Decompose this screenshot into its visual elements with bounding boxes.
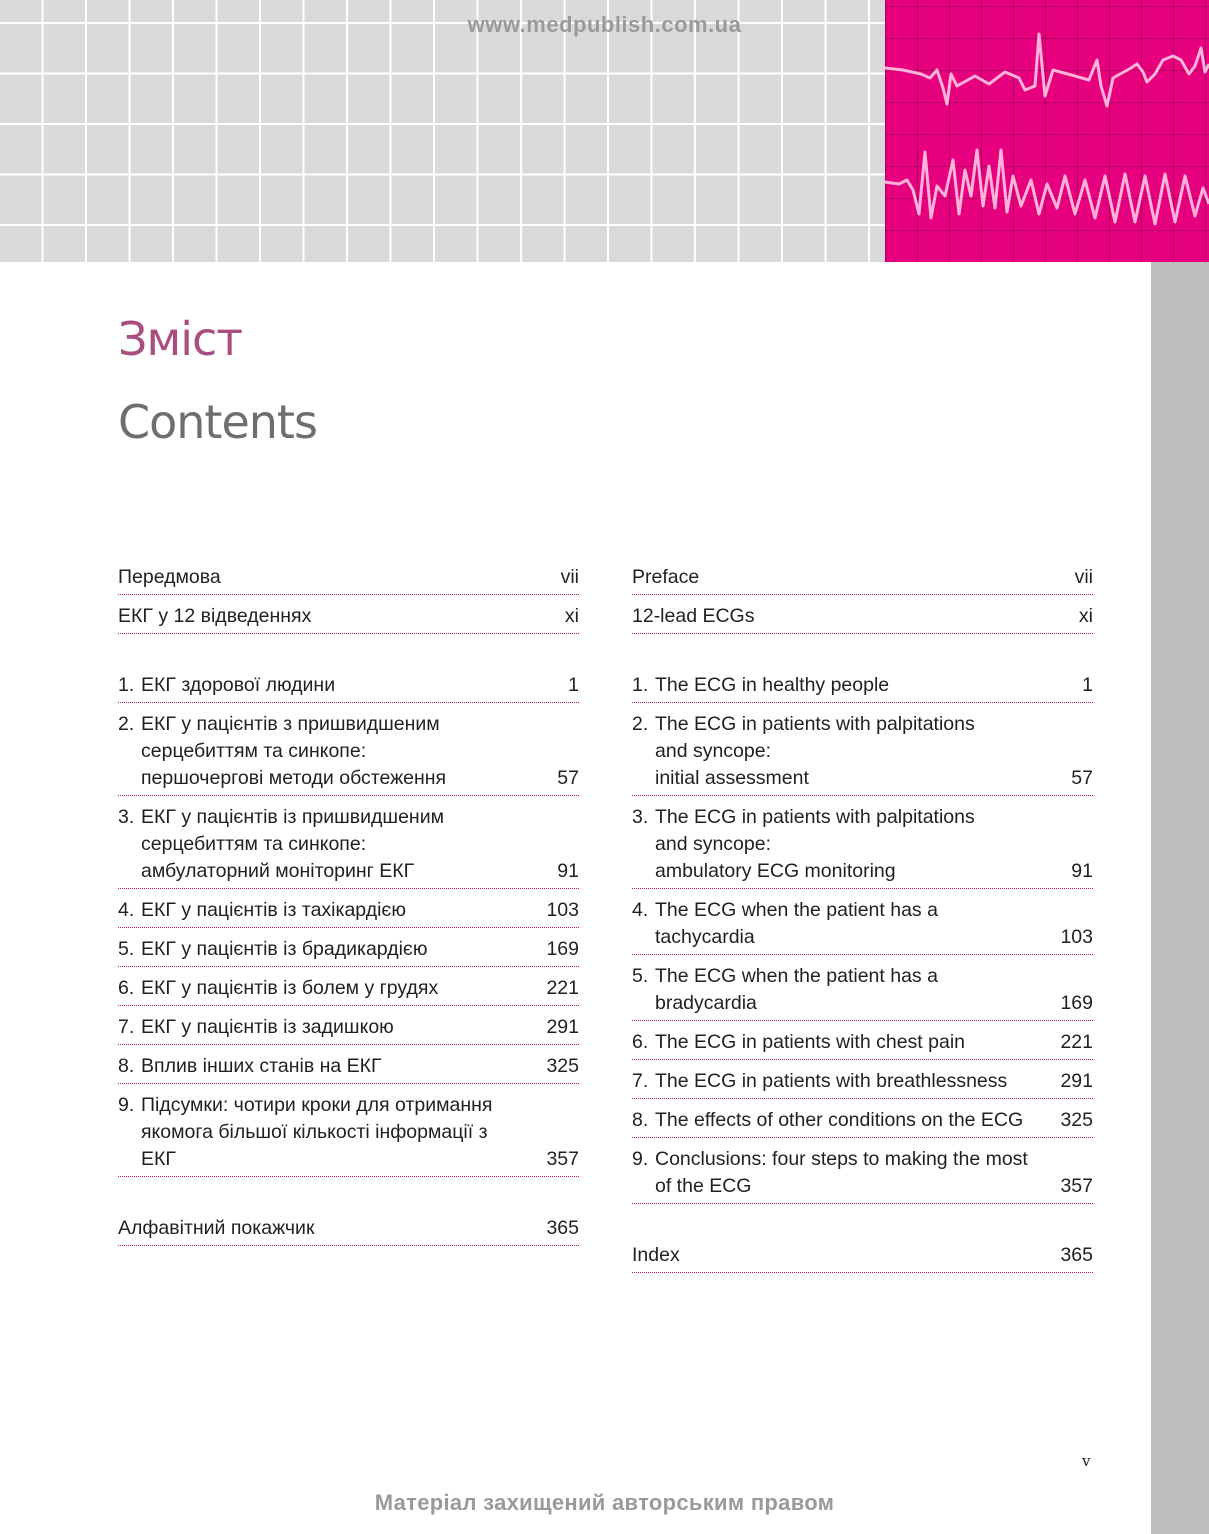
copyright-notice: Матеріал захищений авторським правом — [374, 1490, 835, 1515]
chapter-title-line: ЕКГ у пацієнтів із пришвидшеним — [141, 806, 444, 828]
toc-entry-title: Index — [632, 1244, 680, 1266]
chapter-title-line: першочергові методи обстеження — [141, 767, 447, 789]
chapter-title — [632, 711, 1093, 792]
toc-entry-page: 365 — [1060, 1244, 1093, 1266]
chapter-title-line: ЕКГ у пацієнтів із задишкою — [141, 1016, 394, 1038]
page-title-ua: Зміст — [118, 312, 243, 366]
toc-chapter-entry[interactable] — [118, 670, 579, 703]
chapter-number: 7. — [632, 1070, 649, 1092]
chapter-number: 9. — [632, 1148, 649, 1170]
chapter-title-line: The ECG in patients with palpitations — [655, 713, 975, 735]
chapter-number: 5. — [118, 938, 135, 960]
chapter-page: 91 — [1071, 860, 1093, 882]
chapter-page: 169 — [1060, 992, 1093, 1014]
chapter-title-line: The ECG in patients with chest pain — [655, 1031, 965, 1053]
toc-entry-page: vii — [560, 566, 579, 588]
toc-entry-index[interactable] — [118, 1213, 579, 1246]
section-gap — [118, 1183, 579, 1213]
toc-entry-title: Preface — [632, 566, 700, 588]
site-url-watermark: www.medpublish.com.ua — [467, 12, 742, 37]
chapter-title-line: initial assessment — [655, 767, 809, 789]
chapter-page: 221 — [1060, 1031, 1093, 1053]
toc-entry-page: xi — [1078, 605, 1093, 627]
chapter-page: 221 — [546, 977, 579, 999]
toc-chapter-entry[interactable] — [118, 1090, 579, 1177]
chapter-title-line: серцебиттям та синкопе: — [141, 833, 367, 855]
toc-chapter-entry[interactable] — [632, 1027, 1093, 1060]
chapter-number: 7. — [118, 1016, 135, 1038]
chapter-title-line: Conclusions: four steps to making the most — [655, 1148, 1028, 1170]
chapter-page: 325 — [546, 1055, 579, 1077]
chapter-title — [118, 1053, 579, 1080]
chapter-title — [118, 1092, 579, 1173]
chapter-title-line: The ECG when the patient has a bradycardia — [655, 965, 938, 1014]
chapter-title-line: The ECG when the patient has a tachycardia — [655, 899, 938, 948]
toc-entry[interactable] — [632, 601, 1093, 634]
chapter-number: 8. — [118, 1055, 135, 1077]
chapter-title-line: ЕКГ у пацієнтів з пришвидшеним — [141, 713, 440, 735]
chapter-title-line: ambulatory ECG monitoring — [655, 860, 896, 882]
chapter-title-line: ЕКГ у пацієнтів із тахікардією — [141, 899, 406, 921]
chapter-page: 57 — [557, 767, 579, 789]
chapter-page: 103 — [1060, 926, 1093, 948]
chapter-title — [118, 711, 579, 792]
chapter-title — [118, 1014, 579, 1041]
ecg-trace-top — [885, 34, 1209, 106]
ecg-trace-panel — [885, 0, 1209, 262]
chapter-title-line: якомога більшої кількості інформації з ЕКГ — [141, 1121, 488, 1170]
ecg-trace-bottom — [885, 150, 1209, 224]
toc-chapter-entry[interactable] — [118, 1012, 579, 1045]
chapter-title — [632, 1107, 1093, 1134]
chapter-title-line: Вплив інших станів на ЕКГ — [141, 1055, 382, 1077]
chapter-title — [118, 936, 579, 963]
chapter-title-line: The ECG in patients with palpitations — [655, 806, 975, 828]
toc-entry[interactable] — [632, 562, 1093, 595]
toc-chapter-entry[interactable] — [118, 895, 579, 928]
toc-entry-title: Алфавітний покажчик — [118, 1217, 315, 1239]
toc-chapter-entry[interactable] — [632, 802, 1093, 889]
toc-chapter-entry[interactable] — [118, 934, 579, 967]
chapter-number: 2. — [118, 713, 135, 735]
chapter-page: 57 — [1071, 767, 1093, 789]
toc-entry-index[interactable] — [632, 1240, 1093, 1273]
toc-entry[interactable] — [118, 601, 579, 634]
chapter-number: 2. — [632, 713, 649, 735]
chapter-title — [118, 804, 579, 885]
chapter-number: 3. — [632, 806, 649, 828]
chapter-page: 169 — [546, 938, 579, 960]
chapter-page: 291 — [1060, 1070, 1093, 1092]
toc-chapter-entry[interactable] — [118, 973, 579, 1006]
chapter-number: 3. — [118, 806, 135, 828]
chapter-title — [632, 1068, 1093, 1095]
chapter-title-line: of the ECG — [655, 1175, 752, 1197]
chapter-title — [118, 672, 579, 699]
chapter-title — [118, 975, 579, 1002]
toc-chapter-entry[interactable] — [632, 1066, 1093, 1099]
chapter-title-line: ЕКГ у пацієнтів із болем у грудях — [141, 977, 439, 999]
chapter-title-line: серцебиттям та синкопе: — [141, 740, 367, 762]
chapter-title-line: and syncope: — [655, 833, 772, 855]
chapter-number: 6. — [632, 1031, 649, 1053]
toc-entry[interactable] — [118, 562, 579, 595]
chapter-title — [632, 1146, 1093, 1200]
page-number: v — [1082, 1452, 1091, 1470]
chapter-title — [632, 1029, 1093, 1056]
chapter-title — [118, 897, 579, 924]
chapter-title-line: and syncope: — [655, 740, 772, 762]
chapter-title-line: The ECG in patients with breathlessness — [655, 1070, 1008, 1092]
chapter-page: 291 — [546, 1016, 579, 1038]
toc-chapter-entry[interactable] — [632, 895, 1093, 955]
page-title-en: Contents — [118, 395, 317, 449]
chapter-number: 6. — [118, 977, 135, 999]
toc-entry-title: ЕКГ у 12 відведеннях — [118, 605, 312, 627]
chapter-number: 9. — [118, 1094, 135, 1116]
chapter-page: 103 — [546, 899, 579, 921]
chapter-page: 357 — [546, 1148, 579, 1170]
ecg-trace-graphic — [885, 0, 1209, 262]
chapter-title-line: ЕКГ здорової людини — [141, 674, 336, 696]
chapter-title-line: The ECG in healthy people — [655, 674, 890, 696]
chapter-page: 1 — [1082, 674, 1093, 696]
section-gap — [632, 1210, 1093, 1240]
toc-chapter-entry[interactable] — [118, 709, 579, 796]
chapter-page: 91 — [557, 860, 579, 882]
toc-entry-page: 365 — [546, 1217, 579, 1239]
chapter-title — [632, 963, 1093, 1017]
toc-chapter-entry[interactable] — [632, 1105, 1093, 1138]
toc-chapter-entry[interactable] — [118, 1051, 579, 1084]
chapter-number: 4. — [632, 899, 649, 921]
chapter-title-line: The effects of other conditions on the ECG — [655, 1109, 1024, 1131]
chapter-number: 8. — [632, 1109, 649, 1131]
toc-entry-title: 12-lead ECGs — [632, 605, 755, 627]
section-gap — [118, 640, 579, 670]
chapter-title — [632, 804, 1093, 885]
chapter-number: 1. — [118, 674, 135, 696]
toc-entry-page: xi — [564, 605, 579, 627]
chapter-title-line: амбулаторний моніторинг ЕКГ — [141, 860, 415, 882]
chapter-title-line: Підсумки: чотири кроки для отримання — [141, 1094, 493, 1116]
chapter-number: 4. — [118, 899, 135, 921]
chapter-page: 1 — [568, 674, 579, 696]
toc-chapter-entry[interactable] — [632, 670, 1093, 703]
toc-chapter-entry[interactable] — [118, 802, 579, 889]
chapter-title — [632, 897, 1093, 951]
chapter-title-line: ЕКГ у пацієнтів із брадикардією — [141, 938, 428, 960]
toc-entry-title: Передмова — [118, 566, 221, 588]
toc-column-ua — [118, 562, 579, 1252]
chapter-number: 1. — [632, 674, 649, 696]
chapter-page: 357 — [1060, 1175, 1093, 1197]
chapter-page: 325 — [1060, 1109, 1093, 1131]
toc-chapter-entry[interactable] — [632, 709, 1093, 796]
toc-column-en — [632, 562, 1093, 1279]
chapter-title — [632, 672, 1093, 699]
toc-entry-page: vii — [1074, 566, 1093, 588]
toc-chapter-entry[interactable] — [632, 961, 1093, 1021]
chapter-number: 5. — [632, 965, 649, 987]
toc-chapter-entry[interactable] — [632, 1144, 1093, 1204]
side-tab-bar — [1151, 262, 1209, 1534]
section-gap — [632, 640, 1093, 670]
